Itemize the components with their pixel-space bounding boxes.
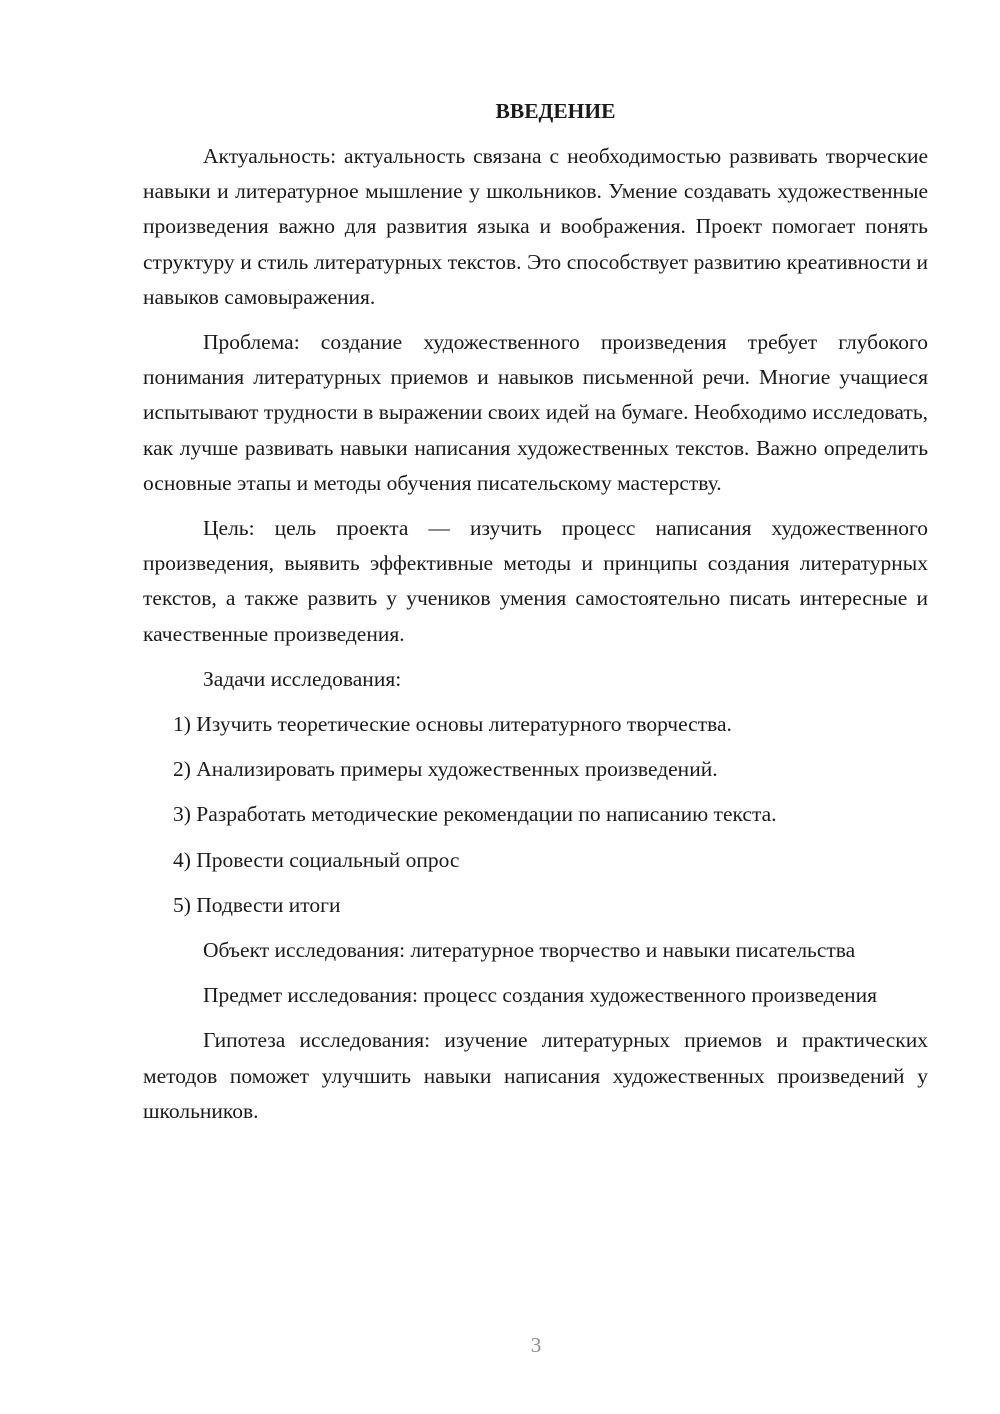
- page-title: ВВЕДЕНИЕ: [495, 99, 616, 123]
- relevance-paragraph: Актуальность: актуальность связана с необходимостью развивать творческие навыки и литературное мышление у школьников. Умение создавать художественные произведения важно для развития языка и воображения. Проект помогает понять структуру и стиль литературных текстов. Это способствует развитию креативности и навыков самовыражения.: [143, 144, 928, 309]
- list-item: 1) Изучить теоретические основы литературного творчества.: [173, 712, 732, 737]
- list-item: 4) Провести социальный опрос: [173, 847, 460, 872]
- object-paragraph: Объект исследования: литературное творчество и навыки писательства: [203, 938, 856, 963]
- list-item: 5) Подвести итоги: [173, 892, 341, 917]
- hypothesis-paragraph: Гипотеза исследования: изучение литературных приемов и практических методов поможет улучшить навыки написания художественных произведений у школьников.: [143, 1028, 928, 1123]
- goal-paragraph: Цель: цель проекта — изучить процесс написания художественного произведения, выявить эффективные методы и принципы создания литературных текстов, а также развить у учеников умения самостоятельно писать интересные и качественные произведения.: [143, 516, 928, 646]
- page-content: [143, 95, 928, 1139]
- subject-paragraph: Предмет исследования: процесс создания художественного произведения: [203, 983, 878, 1008]
- tasks-heading: Задачи исследования:: [203, 666, 402, 691]
- tasks-list: [143, 707, 928, 923]
- page-number: 3: [530, 1333, 542, 1357]
- list-item: 2) Анализировать примеры художественных произведений.: [173, 757, 718, 782]
- list-item: 3) Разработать методические рекомендации по написанию текста.: [173, 802, 777, 827]
- problem-paragraph: Проблема: создание художественного произведения требует глубокого понимания литературных приемов и навыков письменной речи. Многие учащиеся испытывают трудности в выражении своих идей на бумаге. Необходимо исследовать, как лучше развивать навыки написания художественных текстов. Важно определить основные этапы и методы обучения писательскому мастерству.: [143, 330, 928, 495]
